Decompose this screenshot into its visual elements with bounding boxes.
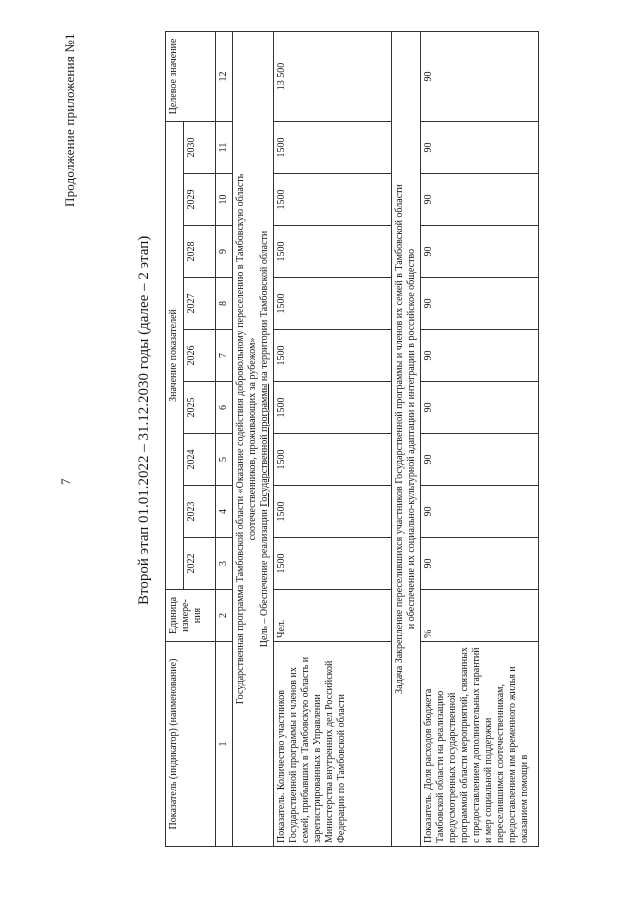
- value-cell: 1500: [274, 121, 392, 173]
- year-cell: 2025: [184, 382, 216, 434]
- goal-suffix: на территории Тамбовской области: [259, 230, 270, 384]
- value-cell: 1500: [274, 330, 392, 382]
- col-number: 9: [216, 226, 233, 278]
- year-cell: 2027: [184, 278, 216, 330]
- year-cell: 2023: [184, 486, 216, 538]
- indicator-name: Показатель. Количество участников Государственной программы и членов их семей, прибывших в Тамбовскую область и зарегистрированных в Управлении Министерства внутренних дел Российской Федерации по Тамбовской области: [274, 642, 392, 847]
- header-unit: Единица измере-ния: [166, 590, 216, 642]
- task-title: [392, 31, 421, 846]
- value-cell: 1500: [274, 174, 392, 226]
- value-cell: 1500: [274, 486, 392, 538]
- year-cell: 2026: [184, 330, 216, 382]
- value-cell: 90: [421, 382, 539, 434]
- value-cell: 90: [421, 174, 539, 226]
- col-number: 3: [216, 538, 233, 590]
- indicator-name: Показатель. Доля расходов бюджета Тамбовской области на реализацию предусмотренных государственной программой области мероприятий, связанных с предоставлением дополнительных гарантий и мер социальной поддержки переселившимся соотечественникам, предоставлением им временного жилья и оказанием помощи в: [421, 642, 539, 847]
- value-cell: 90: [421, 434, 539, 486]
- task-line-2: и обеспечение их социально-культурной адаптации и интеграции в российское общество: [406, 248, 417, 630]
- column-numbers-row: [216, 31, 233, 846]
- program-line-1: Государственная программа Тамбовской области «Оказание содействия добровольному переселению в Тамбовскую область: [235, 173, 246, 705]
- indicators-table: [165, 31, 539, 847]
- program-line-2: соотечественников, проживающих за рубежом»: [247, 337, 258, 541]
- stage-title: Второй этап 01.01.2022 – 31.12.2030 годы (далее – 2 этап): [136, 235, 152, 605]
- header-indicator: Показатель (индикатор) (наименование): [166, 642, 216, 847]
- col-number: 2: [216, 590, 233, 642]
- year-cell: 2022: [184, 538, 216, 590]
- col-number: 6: [216, 382, 233, 434]
- goal-underlined: Государственной программы: [259, 383, 270, 507]
- task-line-1: Задача Закрепление переселившихся участников Государственной программы и членов их семей в Тамбовской области: [394, 184, 405, 694]
- value-cell: 1500: [274, 382, 392, 434]
- goal-prefix: Цель – Обеспечение реализации: [259, 506, 270, 648]
- indicator-unit: %: [421, 590, 539, 642]
- year-cell: 2024: [184, 434, 216, 486]
- value-cell: 1500: [274, 226, 392, 278]
- value-cell: 1500: [274, 538, 392, 590]
- table-row: [421, 31, 539, 846]
- col-number: 5: [216, 434, 233, 486]
- indicator-unit: Чел.: [274, 590, 392, 642]
- value-cell: 90: [421, 226, 539, 278]
- target-cell: 90: [421, 31, 539, 121]
- value-cell: 90: [421, 330, 539, 382]
- year-cell: 2030: [184, 121, 216, 173]
- col-number: 4: [216, 486, 233, 538]
- col-number: 1: [216, 642, 233, 847]
- program-title: [233, 31, 274, 846]
- value-cell: 1500: [274, 434, 392, 486]
- value-cell: 90: [421, 486, 539, 538]
- program-row: [233, 31, 274, 846]
- target-cell: 13 500: [274, 31, 392, 121]
- header-target: Целевое значение: [166, 31, 216, 121]
- year-cell: 2029: [184, 174, 216, 226]
- task-row: [392, 31, 421, 846]
- year-cell: 2028: [184, 226, 216, 278]
- goal-line: [259, 35, 271, 843]
- page-number: 7: [58, 478, 73, 485]
- value-cell: 1500: [274, 278, 392, 330]
- table-row: [274, 31, 392, 846]
- appendix-label: Продолжение приложения №1: [62, 33, 77, 207]
- col-number: 8: [216, 278, 233, 330]
- header-values: Значение показателей: [166, 121, 184, 589]
- value-cell: 90: [421, 538, 539, 590]
- col-number: 11: [216, 121, 233, 173]
- col-number: 12: [216, 31, 233, 121]
- value-cell: 90: [421, 278, 539, 330]
- col-number: 7: [216, 330, 233, 382]
- col-number: 10: [216, 174, 233, 226]
- value-cell: 90: [421, 121, 539, 173]
